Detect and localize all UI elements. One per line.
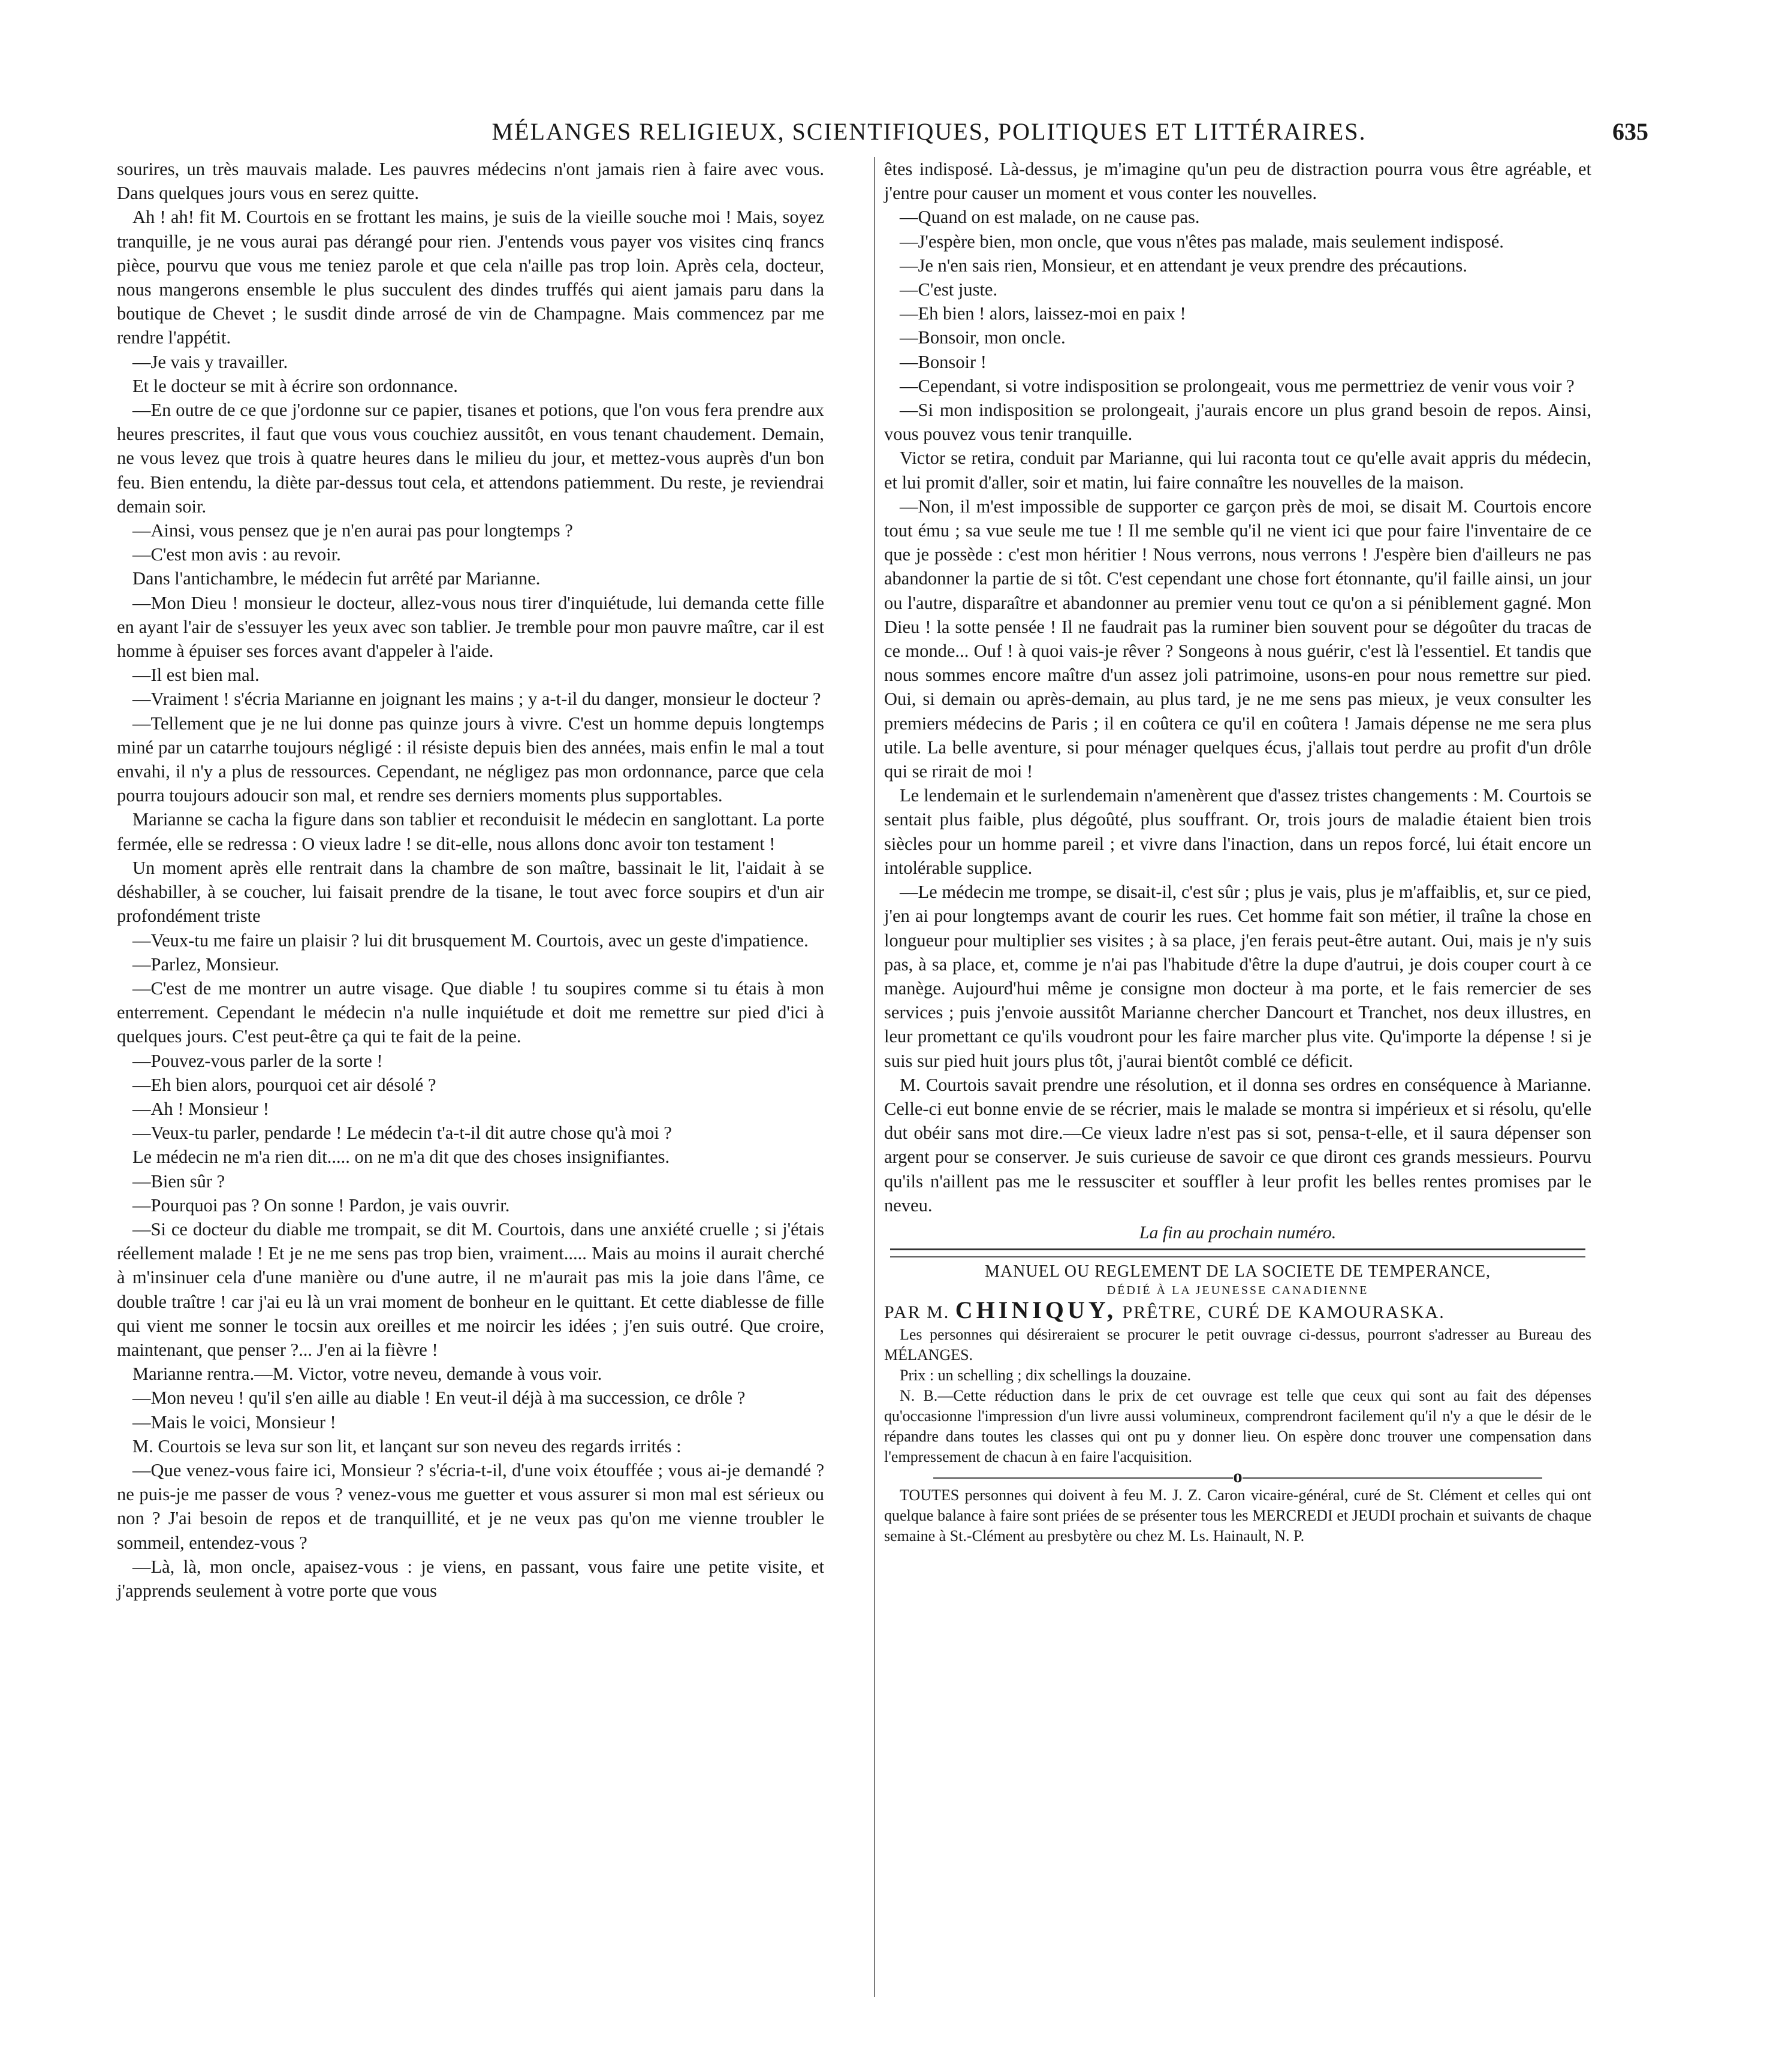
paragraph: —Mon neveu ! qu'il s'en aille au diable ! En veut-il déjà à ma succession, ce drôle ?: [132, 1388, 746, 1409]
notice-separator: [884, 1466, 1591, 1487]
left-column: [117, 157, 824, 1603]
paragraph: Marianne rentra.—M. Victor, votre neveu, demande à vous voir.: [132, 1364, 602, 1385]
paragraph: —Veux-tu me faire un plaisir ? lui dit brusquement M. Courtois, avec un geste d'impatience.: [132, 930, 809, 951]
paragraph: —Si mon indisposition se prolongeait, j'aurais encore un plus grand besoin de repos. Ainsi, vous pouvez vous tenir tranquille.: [884, 400, 1591, 445]
page-number: 635: [1612, 118, 1648, 145]
paragraph: —C'est de me montrer un autre visage. Que diable ! tu soupires comme si tu étais à mon enterrement. Cependant le médecin n'a nulle inquiétude et doit me remettre sur pied d'ici à quelques jours. C'est peut-être ça qui te fait de la peine.: [117, 978, 824, 1047]
author-suffix: PRÊTRE, CURÉ DE KAMOURASKA.: [1122, 1302, 1445, 1323]
author-prefix: PAR M.: [884, 1302, 950, 1323]
paragraph: —Je n'en sais rien, Monsieur, et en attendant je veux prendre des précautions.: [900, 255, 1467, 276]
paragraph: —J'espère bien, mon oncle, que vous n'êtes pas malade, mais seulement indisposé.: [900, 231, 1504, 252]
paragraph: sourires, un très mauvais malade. Les pauvres médecins n'ont jamais rien à faire avec vous. Dans quelques jours vous en serez quitte.: [117, 159, 824, 204]
paragraph: —Cependant, si votre indisposition se prolongeait, vous me permettriez de venir vous voir ?: [900, 375, 1575, 396]
paragraph: —Mais le voici, Monsieur !: [132, 1412, 336, 1432]
notice-text: Les personnes qui désireraient se procurer le petit ouvrage ci-dessus, pourront s'adresser au Bureau des MÉLANGES.: [884, 1326, 1591, 1364]
paragraph: M. Courtois se leva sur son lit, et lançant sur son neveu des regards irrités :: [132, 1435, 682, 1456]
paragraph: —Il est bien mal.: [132, 665, 260, 686]
paragraph: —Quand on est malade, on ne cause pas.: [900, 207, 1200, 228]
paragraph: —Eh bien alors, pourquoi cet air désolé ?: [132, 1074, 436, 1095]
paragraph: êtes indisposé. Là-dessus, je m'imagine qu'un peu de distraction pourra vous être agréable, et j'entre pour causer un moment et vous conter les nouvelles.: [884, 159, 1591, 204]
page-title: MÉLANGES RELIGIEUX, SCIENTIFIQUES, POLITIQUES ET LITTÉRAIRES.: [492, 118, 1367, 145]
paragraph: —Pouvez-vous parler de la sorte !: [132, 1050, 383, 1071]
paragraph: —Mon Dieu ! monsieur le docteur, allez-vous nous tirer d'inquiétude, lui demanda cette fille en ayant l'air de s'essuyer les yeux avec son tablier. Je tremble pour mon pauvre maître, car il est homme à épuiser ses forces avant d'appeler à l'aide.: [117, 592, 824, 662]
paragraph: —Là, là, mon oncle, apaisez-vous : je viens, en passant, vous faire une petite visite, et j'apprends seulement à votre porte que vous: [117, 1556, 824, 1601]
notice-author: [884, 1298, 1591, 1325]
paragraph: —Bien sûr ?: [132, 1171, 225, 1192]
paragraph: Ah ! ah! fit M. Courtois en se frottant les mains, je suis de la vieille souche moi ! Mais, soyez tranquille, je ne vous aurai pas dérangé pour rien. J'entends vous payer vos visites cinq francs pièce, pourvu que vous me teniez parole et que cela n'aille pas trop loin. Après cela, docteur, nous mangerons ensemble le plus succulent des dindes truffés qui aient jamais paru dans la boutique de Chevet ; le susdit dinde arrosé de vin de Champagne. Mais commencez par me rendre l'appétit.: [117, 207, 824, 348]
section-divider: [890, 1248, 1585, 1257]
to-be-continued: La fin au prochain numéro.: [1139, 1222, 1337, 1242]
paragraph: Victor se retira, conduit par Marianne, qui lui raconta tout ce qu'elle avait appris du médecin, et lui promit d'aller, soir et matin, lui faire connaître les nouvelles de la maison.: [884, 448, 1591, 493]
author-name: CHINIQUY,: [955, 1296, 1117, 1324]
paragraph: Dans l'antichambre, le médecin fut arrêté par Marianne.: [132, 568, 541, 589]
paragraph: —Eh bien ! alors, laissez-moi en paix !: [900, 303, 1186, 324]
paragraph: Marianne se cacha la figure dans son tablier et reconduisit le médecin en sanglottant. La porte fermée, elle se redressa : O vieux ladre ! se dit-elle, nous allons donc avoir ton testament !: [117, 809, 824, 854]
paragraph: —Pourquoi pas ? On sonne ! Pardon, je vais ouvrir.: [132, 1195, 510, 1216]
paragraph: —Bonsoir !: [900, 351, 987, 372]
right-column: [884, 157, 1591, 1546]
paragraph: Un moment après elle rentrait dans la chambre de son maître, bassinait le lit, l'aidait à se déshabiller, à se coucher, lui faisait prendre de la tisane, le tout avec force soupirs et d'un air profondément triste: [117, 857, 824, 927]
paragraph: —Veux-tu parler, pendarde ! Le médecin t'a-t-il dit autre chose qu'à moi ?: [132, 1123, 672, 1144]
paragraph: —Tellement que je ne lui donne pas quinze jours à vivre. C'est un homme depuis longtemps miné par un catarrhe toujours négligé : il résiste depuis bien des années, mais enfin le mal a tout envahi, il n'y a plus de ressources. Cependant, ne négligez pas mon ordonnance, parce que cela pourra toujours adoucir son mal, et rendre ses derniers moments plus supportables.: [117, 713, 824, 806]
paragraph: —Que venez-vous faire ici, Monsieur ? s'écria-t-il, d'une voix étouffée ; vous ai-je demandé ? ne puis-je me passer de vous ? venez-vous me guetter et vous assurer si mon mal est sérieux ou non ? J'ai besoin de repos et de tranquillité, et je ne veux pas qu'on me vienne troubler le sommeil, entendez-vous ?: [117, 1459, 824, 1553]
paragraph: —Je vais y travailler.: [132, 351, 288, 372]
paragraph: —Parlez, Monsieur.: [132, 954, 279, 975]
column-divider: [874, 157, 875, 1997]
paragraph: Le lendemain et le surlendemain n'amenèrent que d'assez tristes changements : M. Courtois se sentait plus faible, plus dégoûté, plus souffrant. Or, trois jours de maladie étaient bien trois siècles pour un homme pareil ; et vivre dans l'inaction, dans un repos forcé, lui était encore un intolérable supplice.: [884, 785, 1591, 878]
paragraph: —En outre de ce que j'ordonne sur ce papier, tisanes et potions, que l'on vous fera prendre aux heures prescrites, il faut que vous vous couchiez aussitôt, en vous tenant chaudement. Demain, ne vous levez que trois à quatre heures dans le milieu du jour, et mettez-vous auprès d'un bon feu. Bien entendu, la diète par-dessus tout cela, et attendons patiemment. Du reste, je reviendrai demain soir.: [117, 400, 824, 517]
paragraph: —Vraiment ! s'écria Marianne en joignant les mains ; y a-t-il du danger, monsieur le docteur ?: [132, 689, 821, 710]
paragraph: —Ah ! Monsieur !: [132, 1098, 269, 1119]
notice-title: MANUEL OU REGLEMENT DE LA SOCIETE DE TEMPERANCE,: [985, 1262, 1491, 1281]
paragraph: —Bonsoir, mon oncle.: [900, 327, 1066, 348]
notice-price: Prix : un schelling ; dix schellings la douzaine.: [900, 1367, 1191, 1385]
running-head: [180, 117, 1648, 151]
paragraph: —Ainsi, vous pensez que je n'en aurai pas pour longtemps ?: [132, 520, 573, 541]
notice-dedication: DÉDIÉ À LA JEUNESSE CANADIENNE: [1106, 1284, 1369, 1298]
paragraph: —C'est juste.: [900, 279, 998, 300]
paragraph: —Si ce docteur du diable me trompait, se dit M. Courtois, dans une anxiété cruelle ; si j'étais réellement malade ! Et je ne me sens pas trop bien, vraiment..... Mais au moins il aurait cherché à m'insinuer cela d'une manière ou d'une autre, il ne m'aurait pas mis la joie dans l'âme, ce double traître ! car j'ai eu là un vrai moment de bonheur en le quittant. Et cette diablesse de fille qui vient me sonner le tocsin aux oreilles et me noircir les idées ; j'en suis outré. Que croire, maintenant, que penser ?... J'en ai la fièvre !: [117, 1219, 824, 1360]
paragraph: Le médecin ne m'a rien dit..... on ne m'a dit que des choses insignifiantes.: [132, 1147, 670, 1168]
paragraph: —Le médecin me trompe, se disait-il, c'est sûr ; plus je vais, plus je m'affaiblis, et, sur ce pied, j'en ai pour longtemps avant de courir les rues. Cet homme fait son métier, il traîne la chose en longueur pour multiplier ses visites ; à sa place, j'en ferais peut-être autant. Oui, mais je n'y suis pas, à sa place, et, comme je n'ai pas l'habitude d'être la dupe d'autrui, je dois couper court à ce manège. Aujourd'hui même je consigne mon docteur à ma porte, et le fais remercier de ses services ; puis j'envoie aussitôt Marianne chercher Dancourt et Tranchet, nos deux illustres, en leur promettant ce qu'ils voudront pour les faire marcher plus vite. Qu'importe la dépense ! si je suis sur pied huit jours plus tôt, j'aurai bientôt comblé ce déficit.: [884, 882, 1591, 1071]
notice-nb: N. B.—Cette réduction dans le prix de cet ouvrage est telle que ceux qui sont au fait des dépenses qu'occasionne l'impression d'un livre aussi volumineux, comprendront facilement qu'il n'y a que le désir de le répandre dans toutes les classes qui ont pu y donner lieu. On espère donc trouver une compensation dans l'empressement de chacun à en faire l'acquisition.: [884, 1387, 1591, 1466]
paragraph: —Non, il m'est impossible de supporter ce garçon près de moi, se disait M. Courtois encore tout ému ; sa vue seule me tue ! Il me semble qu'il ne vient ici que pour faire l'inventaire de ce que je possède : c'est mon héritier ! Nous verrons, nous verrons ! J'espère bien d'ailleurs ne pas abandonner la partie de si tôt. C'est cependant une chose fort étonnante, qu'il faille ainsi, un jour ou l'autre, disparaître et abandonner au premier venu tout ce qu'on a si péniblement gagné. Mon Dieu ! la sotte pensée ! Il ne faudrait pas la ruminer bien souvent pour se dégoûter du tracas de ce monde... Ouf ! à quoi vais-je rêver ? Songeons à nous guérir, c'est là l'essentiel. Et tandis que nous sommes encore maître d'un assez joli patrimoine, usons-en pour nous remettre sur pied. Oui, si demain ou après-demain, au plus tard, je ne me sens pas mieux, je veux consulter les premiers médecins de Paris ; il en coûtera ce qu'il en coûtera ! Jamais dépense ne me sera plus utile. La belle aventure, si pour ménager quelques écus, j'allais tout perdre au profit d'un drôle qui se rirait de moi !: [884, 496, 1591, 782]
paragraph: Et le docteur se mit à écrire son ordonnance.: [132, 375, 458, 396]
final-notice: TOUTES personnes qui doivent à feu M. J. Z. Caron vicaire-général, curé de St. Clément et celles qui ont quelque balance à faire sont priées de se présenter tous les MERCREDI et JEUDI prochain et suivants de chaque semaine à St.-Clément au presbytère ou chez M. Ls. Hainault, N. P.: [884, 1486, 1591, 1545]
paragraph: M. Courtois savait prendre une résolution, et il donna ses ordres en conséquence à Marianne. Celle-ci eut bonne envie de se récrier, mais le malade se montra si impérieux et si résolu, qu'elle dut obéir sans mot dire.—Ce vieux ladre n'est pas si sot, pensa-t-elle, et il saura dépenser son argent pour se conserver. Je suis curieuse de savoir ce que diront ces grands messieurs. Pourvu qu'ils n'aillent pas me le ressusciter et souffler à leur profit les belles rentes promises par le neveu.: [884, 1074, 1591, 1216]
paragraph: —C'est mon avis : au revoir.: [132, 544, 341, 565]
separator-mark: o: [1233, 1466, 1243, 1487]
